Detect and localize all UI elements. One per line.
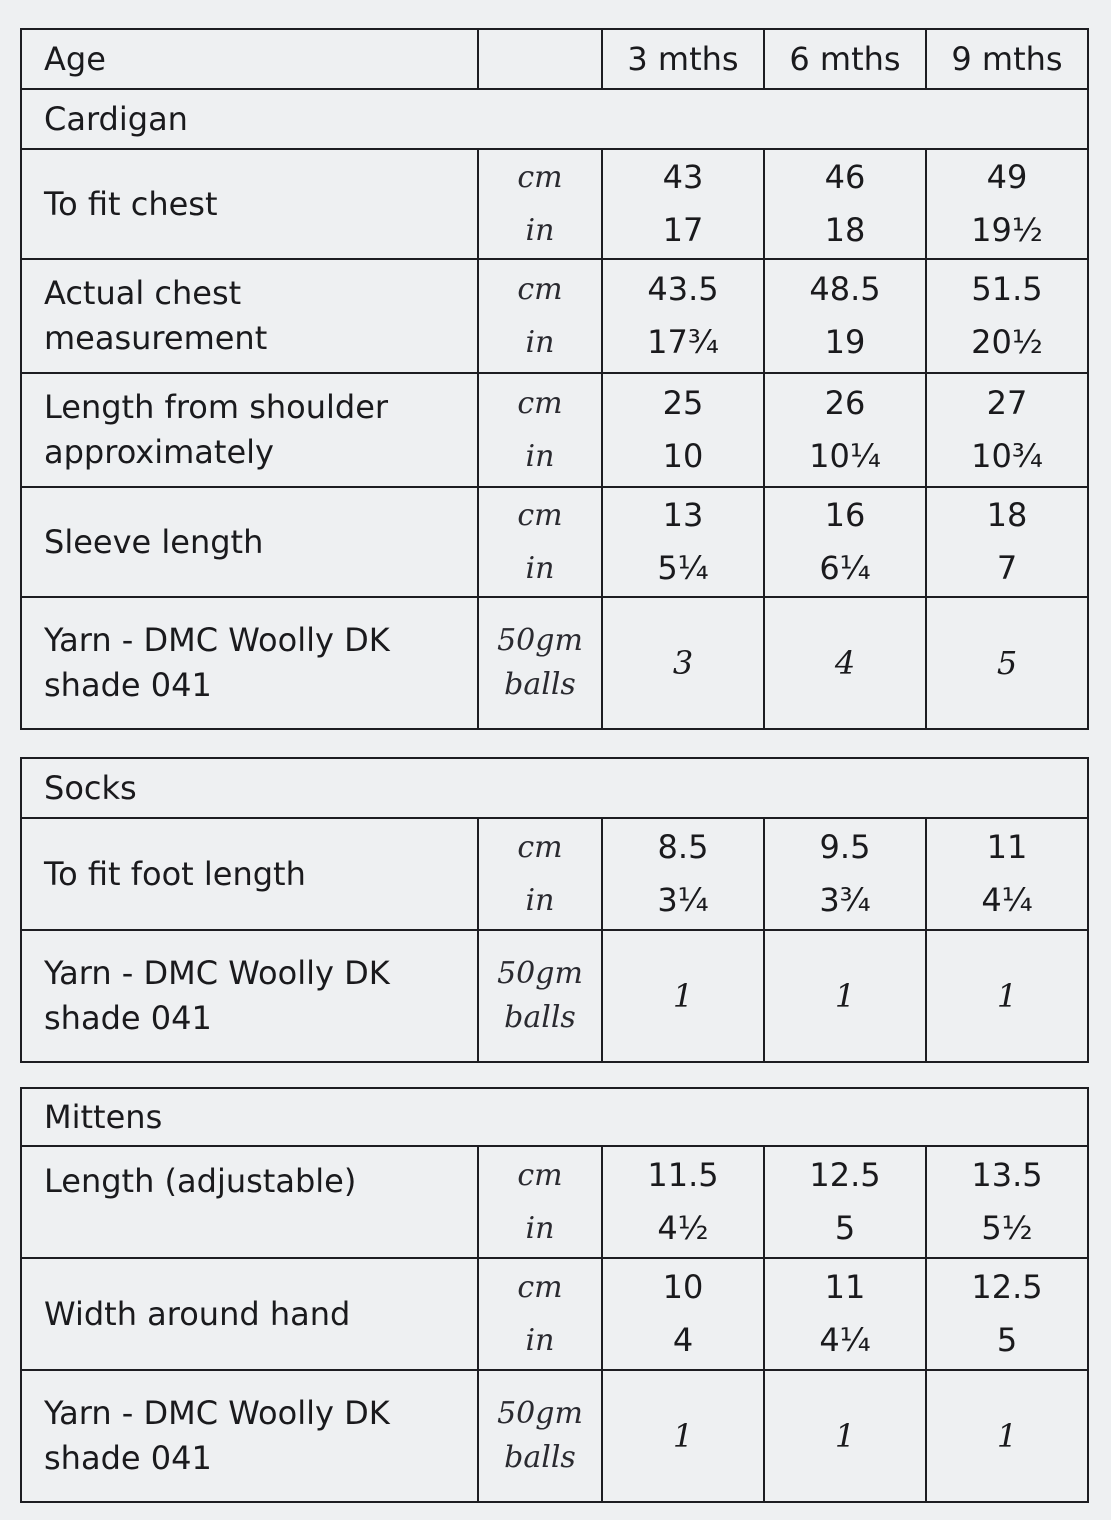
value-cm: 25 (662, 384, 704, 422)
value-cell (764, 149, 926, 259)
value-in: 4¼ (819, 1321, 871, 1359)
value-cm: 11 (824, 1268, 866, 1306)
section-title-mittens: Mittens (21, 1088, 1088, 1146)
row-label (21, 149, 478, 259)
section-row (21, 89, 1088, 149)
unit-cell (478, 149, 602, 259)
balls-count: 1 (764, 1370, 926, 1502)
unit-cm: cm (517, 1270, 563, 1305)
unit-in: in (525, 1211, 555, 1246)
value-cm: 11 (986, 828, 1028, 866)
row-label-line: Yarn - DMC Woolly DK (44, 1394, 390, 1432)
unit-cell (478, 1146, 602, 1258)
value-cell (602, 149, 764, 259)
unit-cell (478, 930, 602, 1062)
row-label-line: Yarn - DMC Woolly DK (44, 621, 390, 659)
balls-count: 4 (764, 597, 926, 729)
balls-count: 3 (602, 597, 764, 729)
unit-in: in (525, 213, 555, 248)
row-label (21, 818, 478, 930)
value-in: 5¼ (657, 549, 709, 587)
balls-count: 1 (602, 930, 764, 1062)
unit-in: in (525, 439, 555, 474)
balls-count: 1 (602, 1370, 764, 1502)
unit-cell (478, 487, 602, 597)
value-cm: 26 (824, 384, 866, 422)
value-in: 5½ (981, 1209, 1033, 1247)
value-in: 17¾ (647, 323, 719, 361)
value-cm: 8.5 (657, 828, 709, 866)
value-cm: 49 (986, 158, 1028, 196)
unit-weight: 50gm (497, 956, 583, 991)
value-cell (926, 1258, 1088, 1370)
age-header: Age (21, 29, 478, 89)
header-blank-cell (478, 29, 602, 89)
balls-count: 1 (926, 930, 1088, 1062)
unit-in: in (525, 883, 555, 918)
table-row (21, 818, 1088, 930)
row-label (21, 930, 478, 1062)
value-cm: 12.5 (809, 1156, 881, 1194)
unit-in: in (525, 551, 555, 586)
unit-cm: cm (517, 160, 563, 195)
value-in: 20½ (971, 323, 1043, 361)
unit-cm: cm (517, 830, 563, 865)
unit-cm: cm (517, 386, 563, 421)
value-cm: 13 (662, 496, 704, 534)
value-cell (926, 487, 1088, 597)
size-header-9-mths: 9 mths (926, 29, 1088, 89)
value-cell (602, 259, 764, 373)
table-row (21, 1146, 1088, 1258)
value-in: 4½ (657, 1209, 709, 1247)
value-cell (926, 259, 1088, 373)
value-in: 3¾ (819, 881, 871, 919)
size-header-6-mths: 6 mths (764, 29, 926, 89)
value-cm: 46 (824, 158, 866, 196)
value-in: 17 (662, 211, 704, 249)
value-in: 4 (672, 1321, 694, 1359)
table-row (21, 1370, 1088, 1502)
value-cm: 9.5 (819, 828, 871, 866)
row-label-line: To fit chest (44, 184, 218, 223)
row-label-line: Actual chest (44, 274, 242, 312)
table-row (21, 930, 1088, 1062)
table-row (21, 373, 1088, 487)
balls-count: 1 (764, 930, 926, 1062)
row-label (21, 597, 478, 729)
value-cm: 13.5 (971, 1156, 1043, 1194)
unit-cm: cm (517, 1158, 563, 1193)
value-in: 6¼ (819, 549, 871, 587)
row-label (21, 373, 478, 487)
value-cell (926, 149, 1088, 259)
value-in: 19 (824, 323, 866, 361)
unit-cell (478, 373, 602, 487)
value-in: 4¼ (981, 881, 1033, 919)
table-row (21, 487, 1088, 597)
unit-cell (478, 597, 602, 729)
section-row (21, 758, 1088, 818)
value-cell (764, 373, 926, 487)
value-in: 3¼ (657, 881, 709, 919)
unit-balls: balls (504, 667, 576, 702)
table-row (21, 259, 1088, 373)
row-label (21, 259, 478, 373)
value-cell (602, 1258, 764, 1370)
value-cell (764, 1258, 926, 1370)
value-in: 10¼ (809, 437, 881, 475)
value-in: 10 (662, 437, 704, 475)
value-in: 10¾ (971, 437, 1043, 475)
row-label-line: approximately (44, 433, 274, 471)
table-row (21, 1258, 1088, 1370)
value-cell (764, 818, 926, 930)
value-cell (602, 373, 764, 487)
unit-cell (478, 1258, 602, 1370)
size-header-3-mths: 3 mths (602, 29, 764, 89)
unit-in: in (525, 325, 555, 360)
value-cm: 43.5 (647, 270, 719, 308)
row-label-line: shade 041 (44, 999, 212, 1037)
unit-in: in (525, 1323, 555, 1358)
table-row (21, 149, 1088, 259)
socks-size-table (20, 757, 1089, 1063)
balls-count: 5 (926, 597, 1088, 729)
unit-cell (478, 1370, 602, 1502)
unit-cm: cm (517, 498, 563, 533)
value-cell (926, 818, 1088, 930)
value-in: 18 (824, 211, 866, 249)
value-in: 5 (996, 1321, 1018, 1359)
row-label-line: shade 041 (44, 1439, 212, 1477)
value-cell (602, 487, 764, 597)
row-label-line: To fit foot length (44, 854, 306, 893)
value-cell (602, 818, 764, 930)
value-cm: 18 (986, 496, 1028, 534)
row-label-line: measurement (44, 319, 268, 357)
value-cell (926, 1146, 1088, 1258)
value-cm: 10 (662, 1268, 704, 1306)
cardigan-size-table (20, 28, 1089, 730)
value-cell (926, 373, 1088, 487)
value-cm: 12.5 (971, 1268, 1043, 1306)
row-label-line: Yarn - DMC Woolly DK (44, 954, 390, 992)
row-label-line: Width around hand (44, 1294, 351, 1333)
row-label (21, 487, 478, 597)
value-cell (602, 1146, 764, 1258)
row-label-line: shade 041 (44, 666, 212, 704)
unit-cm: cm (517, 272, 563, 307)
unit-cell (478, 259, 602, 373)
value-in: 19½ (971, 211, 1043, 249)
row-label (21, 1370, 478, 1502)
row-label (21, 1146, 478, 1258)
value-cell (764, 487, 926, 597)
value-in: 5 (834, 1209, 856, 1247)
row-label-line: Length from shoulder (44, 388, 389, 426)
section-row (21, 1088, 1088, 1146)
value-cell (764, 259, 926, 373)
section-title-cardigan: Cardigan (21, 89, 1088, 149)
unit-weight: 50gm (497, 623, 583, 658)
value-cm: 27 (986, 384, 1028, 422)
table-row (21, 597, 1088, 729)
row-label-line: Sleeve length (44, 522, 264, 561)
value-cm: 11.5 (647, 1156, 719, 1194)
row-label-line: Length (adjustable) (44, 1162, 357, 1200)
unit-cell (478, 818, 602, 930)
row-label (21, 1258, 478, 1370)
value-in: 7 (996, 549, 1018, 587)
value-cm: 43 (662, 158, 704, 196)
value-cm: 51.5 (971, 270, 1043, 308)
balls-count: 1 (926, 1370, 1088, 1502)
section-title-socks: Socks (21, 758, 1088, 818)
mittens-size-table (20, 1087, 1089, 1503)
unit-balls: balls (504, 1000, 576, 1035)
header-row (21, 29, 1088, 89)
value-cell (764, 1146, 926, 1258)
unit-weight: 50gm (497, 1396, 583, 1431)
value-cm: 48.5 (809, 270, 881, 308)
unit-balls: balls (504, 1440, 576, 1475)
value-cm: 16 (824, 496, 866, 534)
